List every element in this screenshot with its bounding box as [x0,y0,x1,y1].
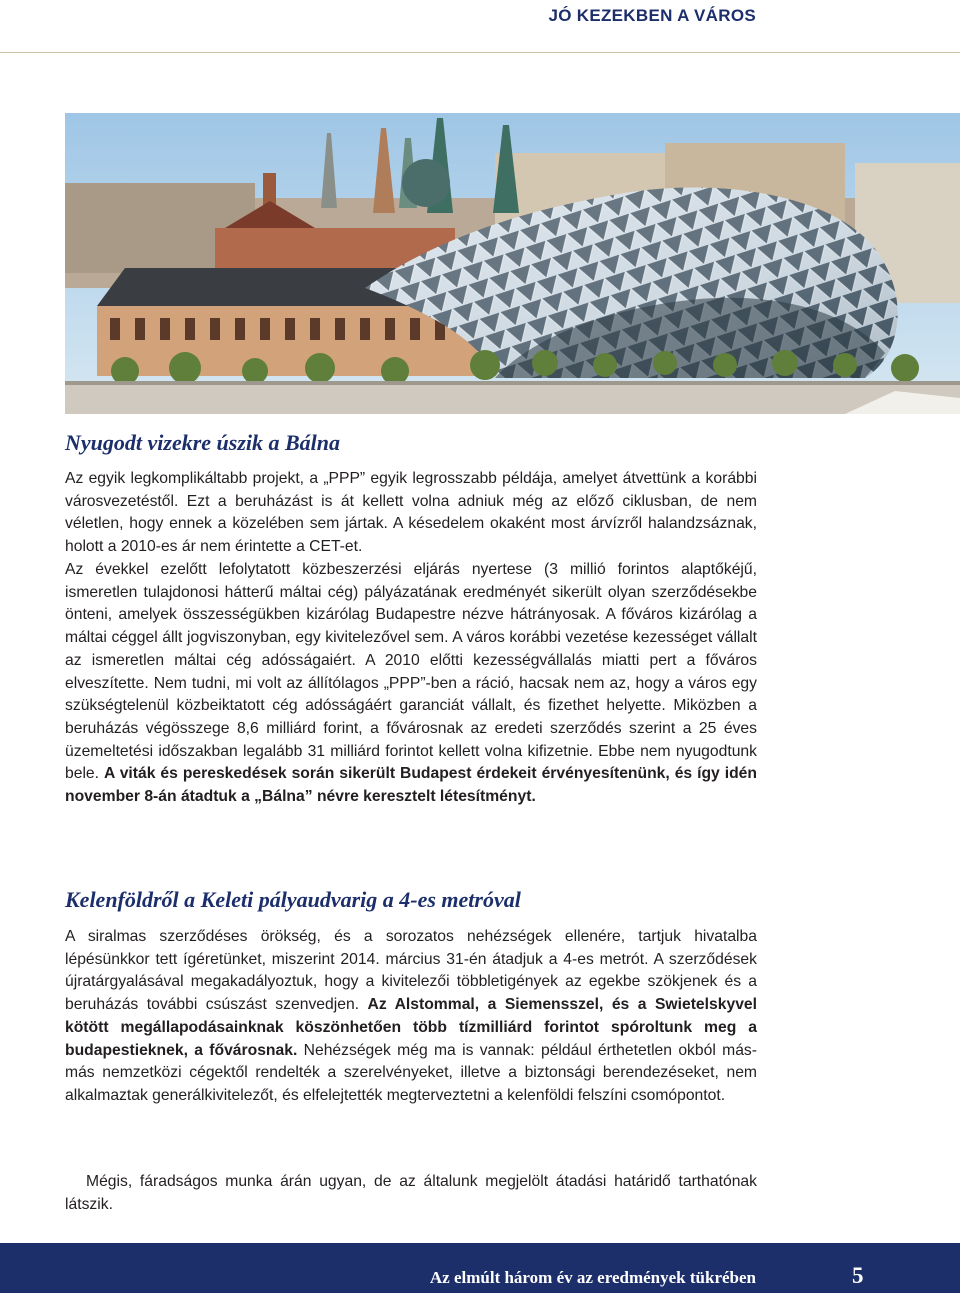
page-number: 5 [852,1263,864,1288]
paragraph-text: Az évekkel ezelőtt lefolytatott közbeszerzési eljárás nyertese (3 millió forintos alaptőkéjű, ismeretlen tulajdonosi hátterű máltai cég) pályázatának eredményét sikerült olyan szerződésekbe önteni, amelyek összességükben kizárólag Budapestre nézve hátrányosak. A főváros kizárólag a máltai céggel állt jogviszonyban, egy kivitelezővel sem. A város korábbi vezetése kezességet vállalt az ismeretlen máltai cég adósságaiért. A 2010 előtti kezességvállalás miatti pert a főváros elveszítette. Nem tudni, mi volt az állítólagos „PPP”-ben a ráció, hacsak nem az, hogy a város egy szükségtelenül közbeiktatott cég adósságáért garanciát vállalt, és fizethet helyette. Miközben a beruházás végösszege 8,6 milliárd forint, a fővárosnak az eredeti szerződés szerint a 25 éves üzemeltetési időszakban legalább 31 milliárd forintot kellett volna kifizetnie. Ebbe nem nyugodtunk bele. [65,561,757,783]
section-heading-balna: Nyugodt vizekre úszik a Bálna [65,430,341,455]
paragraph [65,926,757,1108]
footer-title: Az elmúlt három év az eredmények tükrében [429,1268,756,1287]
balna-photo [65,113,960,414]
footer-bar [0,1243,960,1293]
paragraph-bold-text: A viták és pereskedések során sikerült Budapest érdekeit érvényesítenünk, és így idén november 8-án átadtuk a „Bálna” névre keresztelt létesítményt. [65,765,757,806]
paragraph-bold-text: Az Alstommal, a Siemensszel, és a Swietelskyvel kötött megállapodásainknak köszönhetően több tízmilliárd forintot spóroltunk meg a budapestieknek, a fővárosnak. [65,996,758,1059]
running-header [0,0,960,53]
header-title: JÓ KEZEKBEN A VÁROS [548,6,756,25]
paragraph [65,559,757,809]
paragraph: Mégis, fáradságos munka árán ugyan, de az általunk megjelölt átadási határidő tarthatónak látszik. [65,1173,757,1213]
paragraph: Az egyik legkomplikáltabb projekt, a „PPP” egyik legrosszabb példája, amelyet átvettünk a korábbi városvezetéstől. Ezt a beruházást is át kellett volna adniuk még az előző ciklusban, de nem véletlen, hogy ennek a közelében sem jártak. A késedelem okaként most árvízről halandzsáznak, holott a 2010-es ár nem érintette a CET-et. [65,470,757,556]
section-heading-metro: Kelenföldről a Keleti pályaudvarig a 4-es metróval [65,887,521,912]
paragraph-text: Nehézségek még ma is vannak: például érthetetlen okból más-más nemzetközi cégektől rendelték a szerelvényeket, illetve a biztonsági berendezéseket, nem alkalmaztak generálkivitelezőt, és elfelejtették megterveztetni a kelenföldi felszíni csomópontot. [65,1041,757,1104]
paragraph-text: A siralmas szerződéses örökség, és a sorozatos nehézségek ellenére, tartjuk hivatalba lépésünkkor tett ígéretünket, miszerint 2014. március 31-én átadjuk a 4-es metrót. A szerződések újratárgyalásával megakadályoztuk, hogy a kivitelezői többletigények az egekbe szökjenek és a beruházás további csúszást szenvedjen. [65,928,757,1014]
